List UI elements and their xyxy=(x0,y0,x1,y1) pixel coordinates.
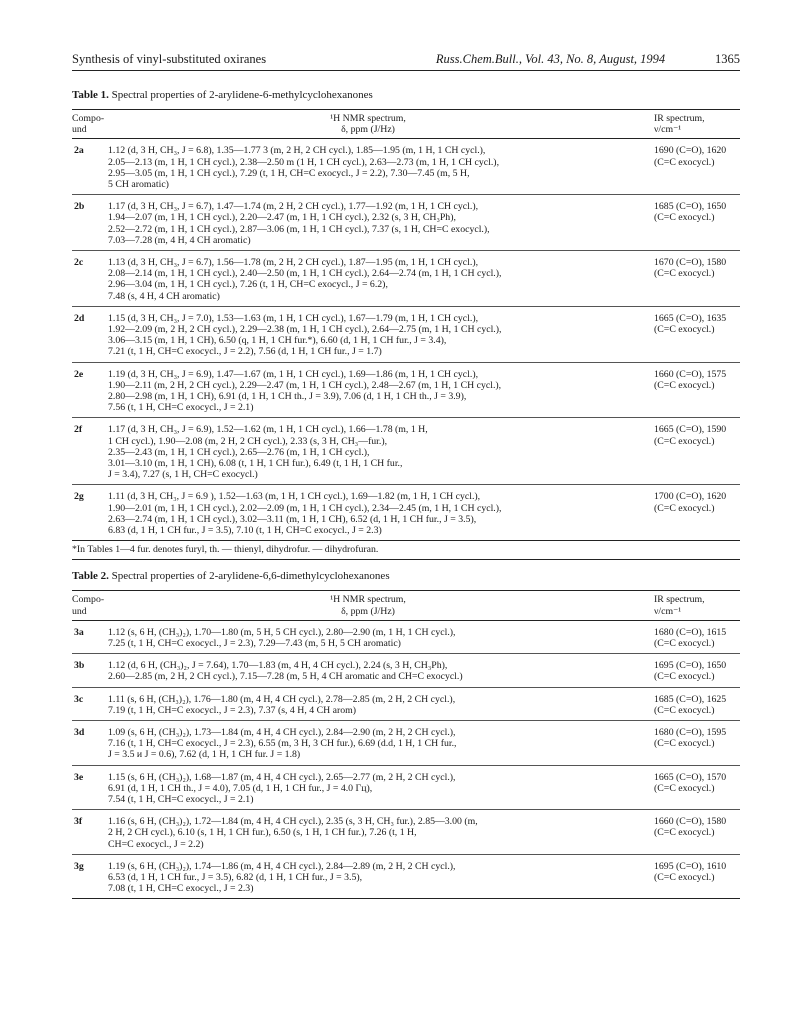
table-row xyxy=(72,418,740,485)
nmr-line: 1.90—2.11 (m, 2 H, 2 CH cycl.), 2.29—2.47 (m, 1 H, 1 CH cycl.), 2.48—2.67 (m, 1 H, 1 CH cycl.), xyxy=(108,379,502,391)
ir-cell xyxy=(628,654,740,687)
compound-id: 2g xyxy=(72,485,108,541)
ir-line: 1695 (C=O), 1610 xyxy=(654,860,727,872)
nmr-line: 6.91 (d, 1 H, 1 CH th., J = 4.0), 7.05 (d, 1 H, 1 CH fur., J = 4.0 Гц), xyxy=(108,782,373,794)
ir-cell xyxy=(628,810,740,855)
compound-id: 3d xyxy=(72,720,108,765)
table1-header-row xyxy=(72,110,740,139)
table-row xyxy=(72,195,740,251)
ir-line: (C=C exocycl.) xyxy=(654,671,715,683)
nmr-line: 1.16 (s, 6 H, (CH₃)₂), 1.72—1.84 (m, 4 H, 4 CH cycl.), 2.35 (s, 3 H, CH₃ fur.), 2.85—3.00 (m, xyxy=(108,816,478,828)
nmr-line: 6.53 (d, 1 H, 1 CH fur., J = 3.5), 6.82 (d, 1 H, 1 CH fur., J = 3.5), xyxy=(108,871,363,883)
page-number: 1365 xyxy=(714,52,740,66)
journal-page xyxy=(72,52,740,899)
table-row xyxy=(72,720,740,765)
table1-label: Table 1. xyxy=(72,89,109,101)
table-row xyxy=(72,485,740,541)
nmr-cell xyxy=(108,418,628,485)
header-line: Compo- xyxy=(72,113,105,124)
nmr-cell xyxy=(108,687,628,720)
ir-cell xyxy=(628,418,740,485)
header-line: IR spectrum, xyxy=(654,113,705,124)
ir-line: 1695 (C=O), 1650 xyxy=(654,660,727,672)
table2-label: Table 2. xyxy=(72,570,109,583)
table-row xyxy=(72,251,740,307)
table1-col-compound xyxy=(72,110,108,139)
compound-id: 2b xyxy=(72,195,108,251)
nmr-cell xyxy=(108,362,628,418)
nmr-line: 2.05—2.13 (m, 1 H, 1 CH cycl.), 2.38—2.50 m (1 H, 1 CH cycl.), 2.63—2.73 (m, 1 H, 1 CH cycl.), xyxy=(108,156,500,168)
ir-line: 1690 (C=O), 1620 xyxy=(654,145,727,157)
header-line: ν/cm⁻¹ xyxy=(654,124,682,136)
ir-cell xyxy=(628,620,740,653)
table-row xyxy=(72,687,740,720)
nmr-line: 3.01—3.10 (m, 1 H, 1 CH), 6.08 (t, 1 H, 1 CH fur.), 6.49 (t, 1 H, 1 CH fur., xyxy=(108,458,403,470)
nmr-line: 1.19 (s, 6 H, (CH₃)₂), 1.74—1.86 (m, 4 H, 4 CH cycl.), 2.84—2.89 (m, 2 H, 2 CH cycl.), xyxy=(108,860,456,872)
nmr-line: 1.15 (s, 6 H, (CH₃)₂), 1.68—1.87 (m, 4 H, 4 CH cycl.), 2.65—2.77 (m, 2 H, 2 CH cycl.), xyxy=(108,771,456,783)
table1-col-nmr xyxy=(108,110,628,139)
ir-line: 1680 (C=O), 1595 xyxy=(654,726,727,738)
table-row xyxy=(72,854,740,899)
table-row xyxy=(72,306,740,362)
running-head xyxy=(72,52,740,71)
nmr-line: 2.63—2.74 (m, 1 H, 1 CH cycl.), 3.02—3.11 (m, 1 H, 1 CH), 6.52 (d, 1 H, 1 CH fur., J = 3.5), xyxy=(108,513,477,525)
nmr-line: 7.08 (t, 1 H, CH=C exocycl., J = 2.3) xyxy=(108,883,254,895)
compound-id: 2a xyxy=(74,145,84,157)
ir-line: (C=C exocycl.) xyxy=(654,827,715,839)
nmr-cell xyxy=(108,485,628,541)
nmr-line: 1.11 (s, 6 H, (CH₃)₂), 1.76—1.80 (m, 4 H, 4 CH cycl.), 2.78—2.85 (m, 2 H, 2 CH cycl.), xyxy=(108,693,456,705)
ir-cell xyxy=(628,362,740,418)
ir-cell xyxy=(628,854,740,899)
ir-line: (C=C exocycl.) xyxy=(654,324,715,336)
nmr-line: 6.83 (d, 1 H, 1 CH fur., J = 3.5), 7.10 (t, 1 H, CH=C exocycl., J = 2.3) xyxy=(108,525,382,537)
nmr-line: 1.92—2.09 (m, 2 H, 2 CH cycl.), 2.29—2.38 (m, 1 H, 1 CH cycl.), 2.64—2.75 (m, 1 H, 1 CH cycl.), xyxy=(108,324,502,336)
header-line: und xyxy=(72,124,87,136)
ir-cell xyxy=(628,687,740,720)
table2 xyxy=(72,590,740,899)
table2-body xyxy=(72,620,740,899)
nmr-line: 3.06—3.15 (m, 1 H, 1 CH), 6.50 (q, 1 H, 1 CH fur.*), 6.60 (d, 1 H, 1 CH fur., J = 3.4), xyxy=(108,335,447,347)
header-line: δ, ppm (J/Hz) xyxy=(341,124,395,136)
ir-cell xyxy=(628,720,740,765)
compound-id: 2c xyxy=(72,251,108,307)
nmr-line: 7.48 (s, 4 H, 4 CH aromatic) xyxy=(108,290,220,302)
header-line: und xyxy=(72,605,87,617)
nmr-line: J = 3.4), 7.27 (s, 1 H, CH=C exocycl.) xyxy=(108,469,258,481)
ir-cell xyxy=(628,306,740,362)
table-row xyxy=(72,362,740,418)
table-row xyxy=(72,765,740,810)
nmr-line: 7.54 (t, 1 H, CH=C exocycl., J = 2.1) xyxy=(108,793,254,805)
ir-line: (C=C exocycl.) xyxy=(654,379,715,391)
nmr-line: 1.12 (s, 6 H, (CH₃)₂), 1.70—1.80 (m, 5 H, 5 CH cycl.), 2.80—2.90 (m, 1 H, 1 CH cycl.), xyxy=(108,626,456,638)
ir-line: (C=C exocycl.) xyxy=(654,871,715,883)
table1-body xyxy=(72,139,740,541)
nmr-line: 1.12 (d, 3 H, CH₃, J = 6.8), 1.35—1.77 3 (m, 2 H, 2 CH cycl.), 1.85—1.95 (m, 1 H, 1 CH cycl.), xyxy=(108,145,486,157)
nmr-line: 1.90—2.01 (m, 1 H, 1 CH cycl.), 2.02—2.09 (m, 1 H, 1 CH cycl.), 2.34—2.45 (m, 1 H, 1 CH cycl.), xyxy=(108,502,502,514)
nmr-line: 7.21 (t, 1 H, CH=C exocycl., J = 2.2), 7.56 (d, 1 H, 1 CH fur., J = 1.7) xyxy=(108,346,382,358)
nmr-line: 2.52—2.72 (m, 1 H, 1 CH cycl.), 2.87—3.06 (m, 1 H, 1 CH cycl.), 7.37 (s, 1 H, CH=C exocycl.), xyxy=(108,223,490,235)
table2-header-row xyxy=(72,591,740,620)
nmr-cell xyxy=(108,251,628,307)
compound-id: 3b xyxy=(72,654,108,687)
nmr-cell xyxy=(108,810,628,855)
ir-line: (C=C exocycl.) xyxy=(654,637,715,649)
nmr-line: 2.60—2.85 (m, 2 H, 2 CH cycl.), 7.15—7.28 (m, 5 H, 4 CH aromatic and CH=C exocycl.) xyxy=(108,671,463,683)
compound-id: 2d xyxy=(72,306,108,362)
nmr-line: 1.13 (d, 3 H, CH₃, J = 6.7), 1.56—1.78 (m, 2 H, 2 CH cycl.), 1.87—1.95 (m, 1 H, 1 CH cycl.), xyxy=(108,257,479,269)
nmr-line: 2.95—3.05 (m, 1 H, 1 CH cycl.), 7.29 (t, 1 H, CH=C exocycl., J = 2.2), 7.30—7.45 (m, 5 H, xyxy=(108,167,470,179)
compound-id: 3a xyxy=(74,626,84,638)
nmr-cell xyxy=(108,854,628,899)
ir-line: 1685 (C=O), 1625 xyxy=(654,693,727,705)
nmr-line: 5 CH aromatic) xyxy=(108,179,169,191)
nmr-line: 1.94—2.07 (m, 1 H, 1 CH cycl.), 2.20—2.47 (m, 1 H, 1 CH cycl.), 2.32 (s, 3 H, CH₃Ph), xyxy=(108,212,456,224)
nmr-cell xyxy=(108,654,628,687)
ir-line: (C=C exocycl.) xyxy=(654,212,715,224)
table2-col-compound xyxy=(72,591,108,620)
nmr-cell xyxy=(108,195,628,251)
ir-line: 1665 (C=O), 1590 xyxy=(654,424,727,436)
ir-line: (C=C exocycl.) xyxy=(654,782,715,794)
nmr-line: 2 H, 2 CH cycl.), 6.10 (s, 1 H, 1 CH fur.), 6.50 (s, 1 H, 1 CH fur.), 7.26 (t, 1 H, xyxy=(108,827,417,839)
ir-line: 1700 (C=O), 1620 xyxy=(654,491,727,503)
ir-line: 1670 (C=O), 1580 xyxy=(654,257,727,269)
nmr-line: 7.16 (t, 1 H, CH=C exocycl., J = 2.3), 6.55 (m, 3 H, 3 CH fur.), 6.69 (d.d, 1 H, 1 CH fur., xyxy=(108,738,457,750)
table1-col-ir xyxy=(628,110,740,139)
table2-col-ir xyxy=(628,591,740,620)
ir-line: 1660 (C=O), 1580 xyxy=(654,816,727,828)
ir-line: 1665 (C=O), 1635 xyxy=(654,312,727,324)
compound-id: 2e xyxy=(72,362,108,418)
ir-line: (C=C exocycl.) xyxy=(654,156,715,168)
nmr-line: CH=C exocycl., J = 2.2) xyxy=(108,838,204,850)
header-line: δ, ppm (J/Hz) xyxy=(341,605,395,617)
ir-cell xyxy=(628,485,740,541)
nmr-line: 1.15 (d, 3 H, CH₃, J = 7.0), 1.53—1.63 (m, 1 H, 1 CH cycl.), 1.67—1.79 (m, 1 H, 1 CH cycl.), xyxy=(108,312,479,324)
table2-caption xyxy=(72,570,740,582)
nmr-line: 1.12 (d, 6 H, (CH₃)₂, J = 7.64), 1.70—1.83 (m, 4 H, 4 CH cycl.), 2.24 (s, 3 H, CH₃Ph), xyxy=(108,660,448,672)
nmr-line: 2.35—2.43 (m, 1 H, 1 CH cycl.), 2.65—2.76 (m, 1 H, 1 CH cycl.), xyxy=(108,446,370,458)
table1-title: Spectral properties of 2-arylidene-6-methylcyclohexanones xyxy=(111,89,373,101)
nmr-cell xyxy=(108,620,628,653)
compound-id: 2f xyxy=(72,418,108,485)
table-row xyxy=(72,810,740,855)
ir-line: 1680 (C=O), 1615 xyxy=(654,626,727,638)
nmr-line: 1 CH cycl.), 1.90—2.08 (m, 2 H, 2 CH cycl.), 2.33 (s, 3 H, CH₃—fur.), xyxy=(108,435,388,447)
compound-id: 3f xyxy=(72,810,108,855)
table-row xyxy=(72,139,740,195)
ir-line: (C=C exocycl.) xyxy=(654,435,715,447)
nmr-cell xyxy=(108,139,628,195)
header-line: ¹H NMR spectrum, xyxy=(330,113,406,124)
compound-id: 3c xyxy=(72,687,108,720)
nmr-line: J = 3.5 и J = 0.6), 7.62 (d, 1 H, 1 CH fur. J = 1.8) xyxy=(108,749,301,761)
nmr-line: 7.25 (t, 1 H, CH=C exocycl., J = 2.3), 7.29—7.43 (m, 5 H, 5 CH aromatic) xyxy=(108,637,401,649)
nmr-line: 1.09 (s, 6 H, (CH₃)₂), 1.73—1.84 (m, 4 H, 4 CH cycl.), 2.84—2.90 (m, 2 H, 2 CH cycl.), xyxy=(108,726,456,738)
ir-line: (C=C exocycl.) xyxy=(654,704,715,716)
nmr-cell xyxy=(108,765,628,810)
nmr-line: 2.96—3.04 (m, 1 H, 1 CH cycl.), 7.26 (t, 1 H, CH=C exocycl., J = 6.2), xyxy=(108,279,388,291)
ir-line: (C=C exocycl.) xyxy=(654,268,715,280)
nmr-line: 2.08—2.14 (m, 1 H, 1 CH cycl.), 2.40—2.50 (m, 1 H, 1 CH cycl.), 2.64—2.74 (m, 1 H, 1 CH cycl.), xyxy=(108,268,502,280)
ir-cell xyxy=(628,765,740,810)
header-line: ¹H NMR spectrum, xyxy=(330,594,406,606)
ir-line: 1660 (C=O), 1575 xyxy=(654,368,727,380)
table1-caption xyxy=(72,89,740,101)
nmr-cell xyxy=(108,720,628,765)
nmr-cell xyxy=(108,306,628,362)
table1-footnote: *In Tables 1—4 fur. denotes furyl, th. — thienyl, dihydrofur. — dihydrofuran. xyxy=(72,544,740,560)
nmr-line: 1.19 (d, 3 H, CH₃, J = 6.9), 1.47—1.67 (m, 1 H, 1 CH cycl.), 1.69—1.86 (m, 1 H, 1 CH cycl.), xyxy=(108,368,479,380)
ir-cell xyxy=(628,195,740,251)
table-row xyxy=(72,654,740,687)
table2-col-nmr xyxy=(108,591,628,620)
ir-line: 1665 (C=O), 1570 xyxy=(654,771,727,783)
table-row xyxy=(72,620,740,653)
table1 xyxy=(72,109,740,541)
compound-id: 3e xyxy=(72,765,108,810)
header-line: ν/cm⁻¹ xyxy=(654,605,682,617)
ir-line: (C=C exocycl.) xyxy=(654,502,715,514)
ir-cell xyxy=(628,139,740,195)
header-line: Compo- xyxy=(72,594,105,606)
nmr-line: 7.56 (t, 1 H, CH=C exocycl., J = 2.1) xyxy=(108,402,254,414)
header-line: IR spectrum, xyxy=(654,594,705,606)
nmr-line: 7.19 (t, 1 H, CH=C exocycl., J = 2.3), 7.37 (s, 4 H, 4 CH arom) xyxy=(108,704,357,716)
nmr-line: 2.80—2.98 (m, 1 H, 1 CH), 6.91 (d, 1 H, 1 CH th., J = 3.9), 7.06 (d, 1 H, 1 CH th., J = 3.9), xyxy=(108,391,467,403)
ir-line: (C=C exocycl.) xyxy=(654,738,715,750)
journal-citation: Russ.Chem.Bull., Vol. 43, No. 8, August, 1994 xyxy=(435,52,666,66)
compound-id: 3g xyxy=(72,854,108,899)
ir-cell xyxy=(628,251,740,307)
table2-title: Spectral properties of 2-arylidene-6,6-dimethylcyclohexanones xyxy=(111,570,390,583)
running-title: Synthesis of vinyl-substituted oxiranes xyxy=(72,52,267,66)
nmr-line: 1.17 (d, 3 H, CH₃, J = 6.7), 1.47—1.74 (m, 2 H, 2 CH cycl.), 1.77—1.92 (m, 1 H, 1 CH cycl.), xyxy=(108,201,479,213)
nmr-line: 7.03—7.28 (m, 4 H, 4 CH aromatic) xyxy=(108,234,251,246)
ir-line: 1685 (C=O), 1650 xyxy=(654,201,727,213)
nmr-line: 1.17 (d, 3 H, CH₃, J = 6.9), 1.52—1.62 (m, 1 H, 1 CH cycl.), 1.66—1.78 (m, 1 H, xyxy=(108,424,428,436)
nmr-line: 1.11 (d, 3 H, CH₃, J = 6.9 ), 1.52—1.63 (m, 1 H, 1 CH cycl.), 1.69—1.82 (m, 1 H, 1 CH cycl.), xyxy=(108,491,481,503)
